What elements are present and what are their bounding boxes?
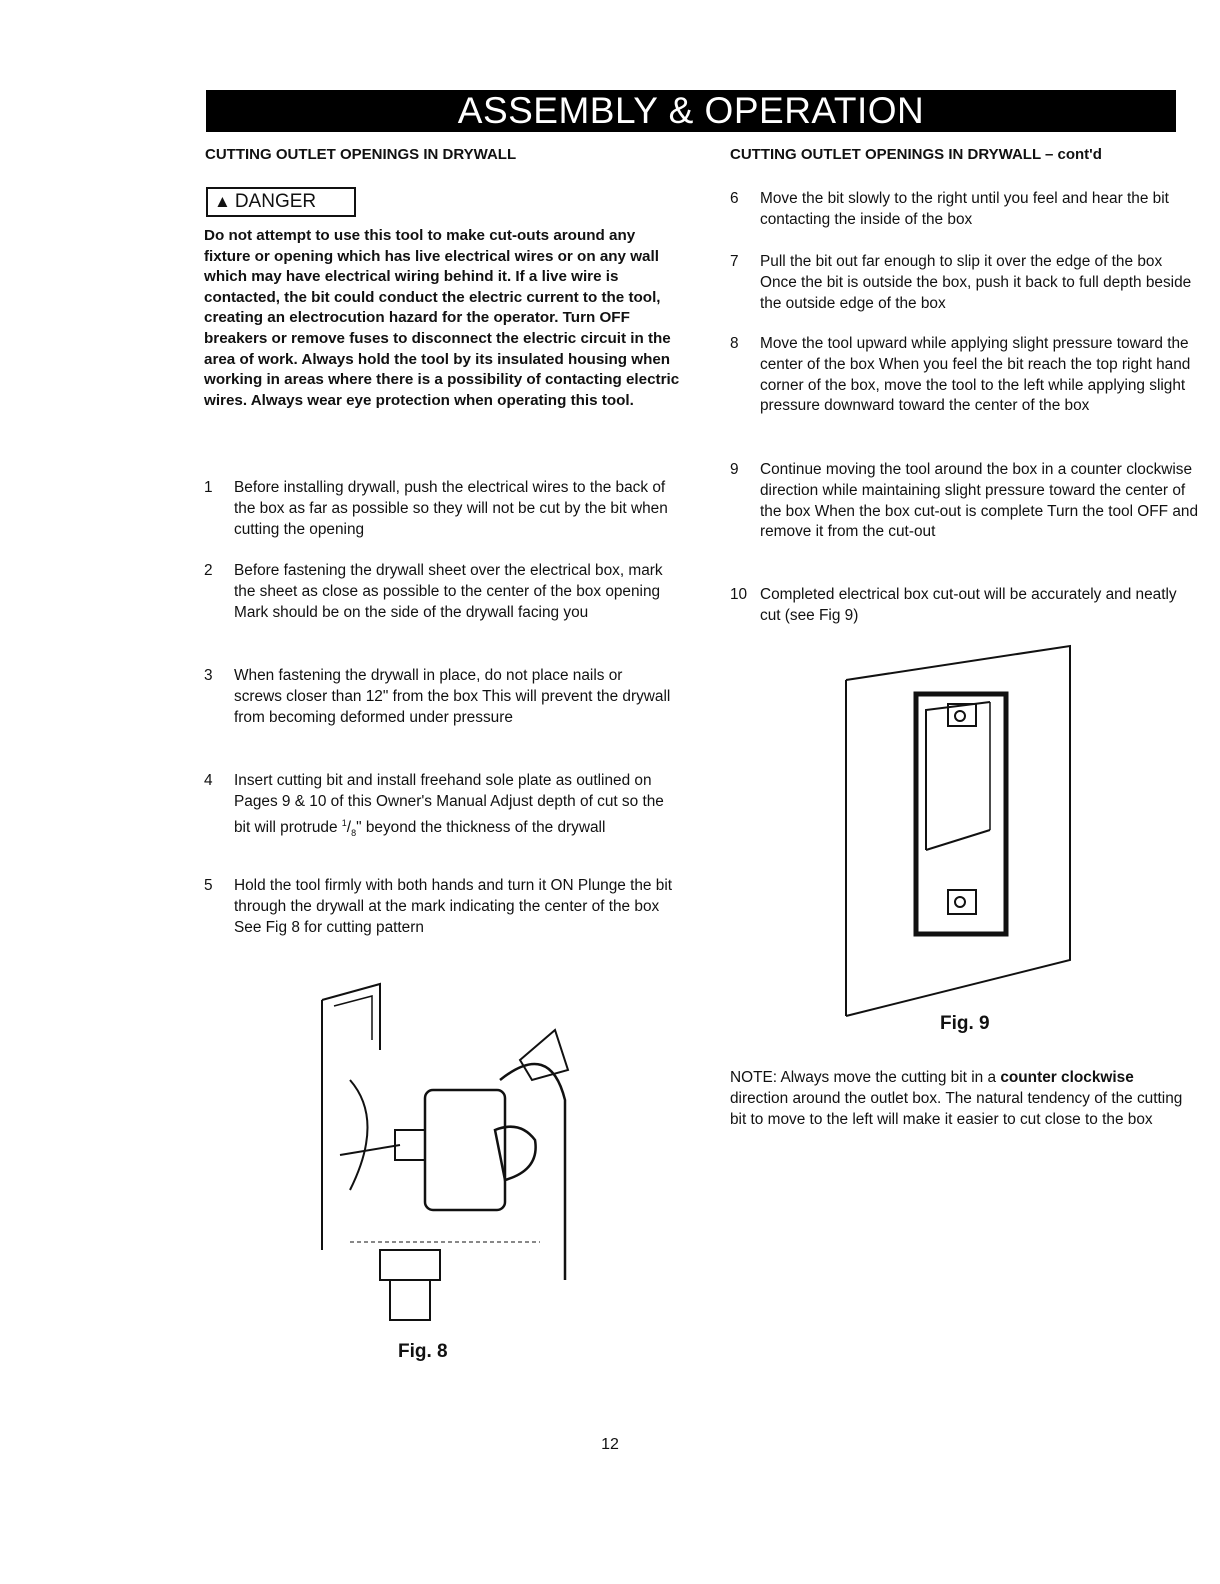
step-text: Hold the tool firmly with both hands and turn it ON Plunge the bit through the drywall at the mark indicating the center of the box See Fig 8 for cutting pattern xyxy=(234,877,673,936)
step-number: 1 xyxy=(204,479,213,496)
fig9-caption: Fig. 9 xyxy=(940,1013,990,1034)
step-number: 4 xyxy=(204,772,213,789)
left-section-heading: CUTTING OUTLET OPENINGS IN DRYWALL xyxy=(205,146,517,163)
danger-label-box xyxy=(206,187,356,217)
page-number: 12 xyxy=(601,1436,619,1453)
step-number: 9 xyxy=(730,461,739,478)
step-text: When fastening the drywall in place, do not place nails or screws closer than 12" from the box This will prevent the drywall from becoming deformed under pressure xyxy=(234,667,671,726)
warning-triangle-icon: ▲ xyxy=(214,192,231,211)
step-number: 3 xyxy=(204,667,213,684)
note-text: NOTE: Always move the cutting bit in a counter clockwise direction around the outlet box. The natural tendency of the cutting bit to move to the left will make it easier to cut close to the box xyxy=(730,1069,1183,1128)
danger-warning-text: Do not attempt to use this tool to make cut-outs around any fixture or opening which has live electrical wires or on any wall which may have electrical wiring behind it. If a live wire is contacted, the bit could conduct the electric current to the tool, creating an electrocution hazard for the operator. Turn OFF breakers or remove fuses to disconnect the electric circuit in the area of work. Always hold the tool by its insulated housing when working in areas where there is a possibility of contacting electric wires. Always wear eye protection when operating this tool. xyxy=(204,227,680,409)
danger-label: DANGER xyxy=(234,191,317,212)
right-section-heading: CUTTING OUTLET OPENINGS IN DRYWALL – cont'd xyxy=(730,146,1102,163)
step-text: Continue moving the tool around the box in a counter clockwise direction while maintaining slight pressure toward the center of the box When the box cut-out is complete Turn the tool OFF and remove it from the cut-out xyxy=(760,461,1199,541)
step-number: 5 xyxy=(204,877,213,894)
step-number: 10 xyxy=(730,586,748,603)
step-number: 7 xyxy=(730,253,739,270)
fig8-router-illustration xyxy=(310,980,580,1330)
fig8-caption: Fig. 8 xyxy=(398,1341,448,1362)
step-number: 2 xyxy=(204,562,213,579)
step-text: Move the tool upward while applying slight pressure toward the center of the box When you feel the bit reach the top right hand corner of the box, move the tool to the left while applying slight pressure downward toward the center of the box xyxy=(760,335,1191,415)
fig9-outlet-box-illustration xyxy=(840,640,1080,1020)
step-text: Completed electrical box cut-out will be accurately and neatly cut (see Fig 9) xyxy=(760,586,1177,624)
step-text: Insert cutting bit and install freehand sole plate as outlined on Pages 9 & 10 of this Owner's Manual Adjust depth of cut so the bit will protrude $^1/_8$" beyond the thickness of the drywall xyxy=(234,772,664,838)
step-number: 6 xyxy=(730,190,739,207)
step-number: 8 xyxy=(730,335,739,352)
step-text: Before fastening the drywall sheet over the electrical box, mark the sheet as close as possible to the center of the box opening Mark should be on the side of the drywall facing you xyxy=(234,562,663,621)
step-text: Move the bit slowly to the right until you feel and hear the bit contacting the inside of the box xyxy=(760,190,1169,228)
step-text: Pull the bit out far enough to slip it over the edge of the box Once the bit is outside the box, push it back to full depth beside the outside edge of the box xyxy=(760,253,1192,312)
page-banner-title: ASSEMBLY & OPERATION xyxy=(206,90,1176,132)
step-text: Before installing drywall, push the electrical wires to the back of the box as far as possible so they will not be cut by the bit when cutting the opening xyxy=(234,479,668,538)
